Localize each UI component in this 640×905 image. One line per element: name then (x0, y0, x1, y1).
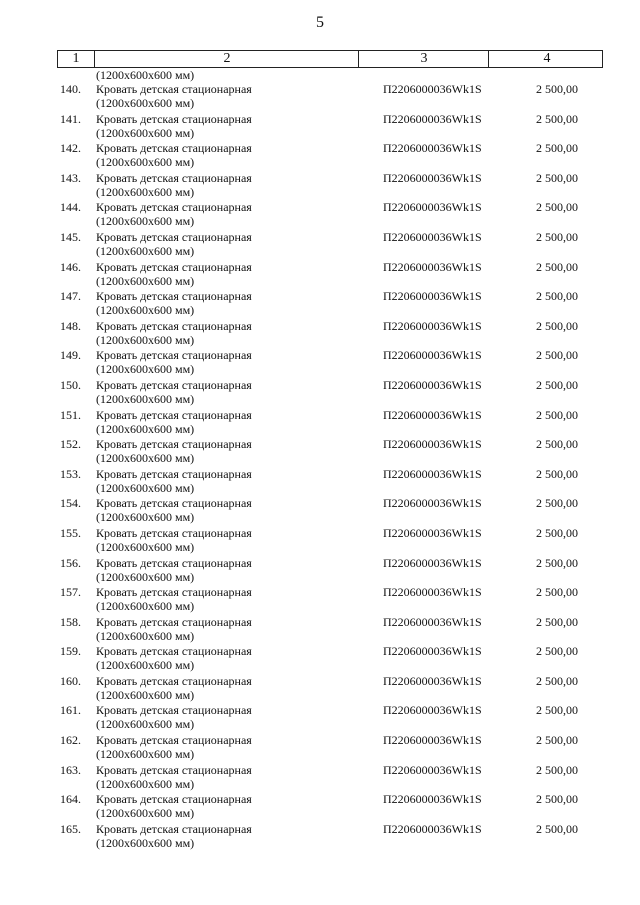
inventory-code: П2206000036Wk1S (383, 703, 482, 718)
item-name-line2: (1200x600x600 мм) (96, 214, 195, 229)
inventory-code: П2206000036Wk1S (383, 525, 482, 540)
item-name (96, 319, 356, 347)
amount: 2 500,00 (536, 703, 578, 718)
amount: 2 500,00 (536, 289, 578, 304)
amount: 2 500,00 (536, 496, 578, 511)
table-row (57, 763, 603, 793)
item-name-line2: (1200x600x600 мм) (96, 303, 195, 318)
inventory-code: П2206000036Wk1S (383, 673, 482, 688)
item-name-line2: (1200x600x600 мм) (96, 569, 195, 584)
item-name-line2: (1200x600x600 мм) (96, 687, 195, 702)
row-number: 151. (60, 407, 81, 422)
item-name-line1: Кровать детская стационарная (96, 733, 252, 748)
amount: 2 500,00 (536, 348, 578, 363)
amount: 2 500,00 (536, 466, 578, 481)
table-row (57, 112, 603, 142)
item-name (96, 378, 356, 406)
row-number: 155. (60, 525, 81, 540)
item-name (96, 141, 356, 169)
item-name-line1: Кровать детская стационарная (96, 289, 252, 304)
table-row (57, 467, 603, 497)
amount: 2 500,00 (536, 170, 578, 185)
item-name-line2: (1200x600x600 мм) (96, 184, 195, 199)
item-name-line2: (1200x600x600 мм) (96, 155, 195, 170)
table-row (57, 496, 603, 526)
item-name-line1: Кровать детская стационарная (96, 496, 252, 511)
amount: 2 500,00 (536, 644, 578, 659)
inventory-code: П2206000036Wk1S (383, 377, 482, 392)
item-name-line1: Кровать детская стационарная (96, 141, 252, 156)
table-row (57, 556, 603, 586)
item-name-line1: Кровать детская стационарная (96, 792, 252, 807)
inventory-code: П2206000036Wk1S (383, 289, 482, 304)
table-row (57, 408, 603, 438)
inventory-code: П2206000036Wk1S (383, 644, 482, 659)
item-name-line1: Кровать детская стационарная (96, 614, 252, 629)
item-name (96, 763, 356, 791)
item-name-line1: Кровать детская стационарная (96, 259, 252, 274)
item-name-line1: Кровать детская стационарная (96, 762, 252, 777)
table-row (57, 615, 603, 645)
table-header-row (57, 50, 603, 68)
inventory-code: П2206000036Wk1S (383, 229, 482, 244)
item-name (96, 703, 356, 731)
table-row (57, 348, 603, 378)
item-name (96, 82, 356, 110)
item-name-line1: Кровать детская стационарная (96, 437, 252, 452)
item-name-line1: Кровать детская стационарная (96, 229, 252, 244)
item-name (96, 615, 356, 643)
row-number: 145. (60, 229, 81, 244)
item-name-line2: (1200x600x600 мм) (96, 599, 195, 614)
amount: 2 500,00 (536, 792, 578, 807)
item-name (96, 526, 356, 554)
item-name-line2: (1200x600x600 мм) (96, 717, 195, 732)
row-number: 149. (60, 348, 81, 363)
amount: 2 500,00 (536, 82, 578, 96)
inventory-code: П2206000036Wk1S (383, 614, 482, 629)
inventory-code: П2206000036Wk1S (383, 792, 482, 807)
table-row (57, 644, 603, 674)
item-name-line2: (1200x600x600 мм) (96, 273, 195, 288)
row-number: 152. (60, 437, 81, 452)
item-name-line2: (1200x600x600 мм) (96, 362, 195, 377)
amount: 2 500,00 (536, 377, 578, 392)
item-name-line2: (1200x600x600 мм) (96, 510, 195, 525)
inventory-code: П2206000036Wk1S (383, 762, 482, 777)
inventory-code: П2206000036Wk1S (383, 348, 482, 363)
item-name-line2: (1200x600x600 мм) (96, 480, 195, 495)
item-name-line1: Кровать детская стационарная (96, 644, 252, 659)
inventory-code: П2206000036Wk1S (383, 733, 482, 748)
item-name (96, 437, 356, 465)
item-name (96, 200, 356, 228)
item-name-line2: (1200x600x600 мм) (96, 806, 195, 821)
row-number: 165. (60, 821, 81, 836)
item-name-line1: Кровать детская стационарная (96, 525, 252, 540)
item-name-line2: (1200x600x600 мм) (96, 391, 195, 406)
inventory-code: П2206000036Wk1S (383, 111, 482, 126)
item-name (96, 792, 356, 820)
table-body (57, 82, 603, 851)
amount: 2 500,00 (536, 585, 578, 600)
inventory-code: П2206000036Wk1S (383, 585, 482, 600)
amount: 2 500,00 (536, 525, 578, 540)
amount: 2 500,00 (536, 673, 578, 688)
item-name-line2: (1200x600x600 мм) (96, 539, 195, 554)
item-name-line1: Кровать детская стационарная (96, 466, 252, 481)
inventory-code: П2206000036Wk1S (383, 318, 482, 333)
item-name (96, 644, 356, 672)
item-name-line1: Кровать детская стационарная (96, 377, 252, 392)
table-row (57, 792, 603, 822)
item-name (96, 822, 356, 850)
inventory-code: П2206000036Wk1S (383, 259, 482, 274)
item-name-line2: (1200x600x600 мм) (96, 835, 195, 850)
amount: 2 500,00 (536, 111, 578, 126)
table-row (57, 319, 603, 349)
row-number: 147. (60, 289, 81, 304)
item-name-line2: (1200x600x600 мм) (96, 747, 195, 762)
row-number: 148. (60, 318, 81, 333)
inventory-code: П2206000036Wk1S (383, 437, 482, 452)
item-name (96, 260, 356, 288)
item-name (96, 171, 356, 199)
item-name (96, 230, 356, 258)
amount: 2 500,00 (536, 614, 578, 629)
table-row (57, 733, 603, 763)
amount: 2 500,00 (536, 407, 578, 422)
item-name-line1: Кровать детская стационарная (96, 82, 252, 96)
item-name (96, 556, 356, 584)
table-row (57, 703, 603, 733)
amount: 2 500,00 (536, 437, 578, 452)
item-name-line1: Кровать детская стационарная (96, 673, 252, 688)
item-name (96, 112, 356, 140)
item-name-line2: (1200x600x600 мм) (96, 332, 195, 347)
row-number: 144. (60, 200, 81, 215)
table-row (57, 82, 603, 112)
item-name (96, 496, 356, 524)
item-name-line2: (1200x600x600 мм) (96, 96, 195, 110)
amount: 2 500,00 (536, 821, 578, 836)
inventory-code: П2206000036Wk1S (383, 170, 482, 185)
table-row (57, 230, 603, 260)
item-name-line1: Кровать детская стационарная (96, 348, 252, 363)
table-row (57, 674, 603, 704)
item-name (96, 467, 356, 495)
inventory-code: П2206000036Wk1S (383, 821, 482, 836)
asset-table (57, 50, 603, 851)
header-col-4: 4 (488, 51, 605, 67)
inventory-code: П2206000036Wk1S (383, 496, 482, 511)
item-name (96, 585, 356, 613)
continued-name-line: (1200x600x600 мм) (96, 68, 195, 82)
inventory-code: П2206000036Wk1S (383, 407, 482, 422)
row-number: 146. (60, 259, 81, 274)
row-number: 141. (60, 111, 81, 126)
item-name-line1: Кровать детская стационарная (96, 318, 252, 333)
row-number: 156. (60, 555, 81, 570)
item-name-line2: (1200x600x600 мм) (96, 243, 195, 258)
item-name (96, 289, 356, 317)
item-name-line1: Кровать детская стационарная (96, 555, 252, 570)
header-col-3: 3 (358, 51, 489, 67)
row-number: 160. (60, 673, 81, 688)
amount: 2 500,00 (536, 141, 578, 156)
row-number: 150. (60, 377, 81, 392)
header-col-1: 1 (72, 51, 80, 66)
inventory-code: П2206000036Wk1S (383, 555, 482, 570)
item-name-line2: (1200x600x600 мм) (96, 421, 195, 436)
amount: 2 500,00 (536, 762, 578, 777)
row-number: 142. (60, 141, 81, 156)
page-number: 5 (316, 14, 324, 31)
item-name-line2: (1200x600x600 мм) (96, 628, 195, 643)
row-number: 157. (60, 585, 81, 600)
row-number: 162. (60, 733, 81, 748)
table-row (57, 141, 603, 171)
inventory-code: П2206000036Wk1S (383, 466, 482, 481)
item-name-line1: Кровать детская стационарная (96, 170, 252, 185)
row-number: 153. (60, 466, 81, 481)
inventory-code: П2206000036Wk1S (383, 82, 482, 96)
row-number: 143. (60, 170, 81, 185)
header-col-2: 2 (94, 51, 359, 67)
item-name (96, 408, 356, 436)
item-name-line2: (1200x600x600 мм) (96, 776, 195, 791)
row-number: 158. (60, 614, 81, 629)
item-name (96, 674, 356, 702)
item-name-line1: Кровать детская стационарная (96, 703, 252, 718)
item-name-line1: Кровать детская стационарная (96, 407, 252, 422)
row-number: 154. (60, 496, 81, 511)
row-number: 140. (60, 82, 81, 96)
inventory-code: П2206000036Wk1S (383, 200, 482, 215)
item-name (96, 348, 356, 376)
table-row (57, 260, 603, 290)
item-name-line1: Кровать детская стационарная (96, 200, 252, 215)
row-number: 161. (60, 703, 81, 718)
amount: 2 500,00 (536, 318, 578, 333)
table-row (57, 822, 603, 852)
item-name-line2: (1200x600x600 мм) (96, 658, 195, 673)
item-name-line1: Кровать детская стационарная (96, 821, 252, 836)
row-number: 159. (60, 644, 81, 659)
amount: 2 500,00 (536, 200, 578, 215)
inventory-code: П2206000036Wk1S (383, 141, 482, 156)
amount: 2 500,00 (536, 229, 578, 244)
amount: 2 500,00 (536, 733, 578, 748)
table-row (57, 526, 603, 556)
item-name-line1: Кровать детская стационарная (96, 585, 252, 600)
amount: 2 500,00 (536, 259, 578, 274)
item-name-line1: Кровать детская стационарная (96, 111, 252, 126)
amount: 2 500,00 (536, 555, 578, 570)
table-row (57, 585, 603, 615)
item-name-line2: (1200x600x600 мм) (96, 451, 195, 466)
row-number: 163. (60, 762, 81, 777)
item-name-line2: (1200x600x600 мм) (96, 125, 195, 140)
table-row (57, 289, 603, 319)
row-number: 164. (60, 792, 81, 807)
item-name (96, 733, 356, 761)
table-row (57, 200, 603, 230)
table-row (57, 378, 603, 408)
table-row (57, 171, 603, 201)
table-row (57, 437, 603, 467)
